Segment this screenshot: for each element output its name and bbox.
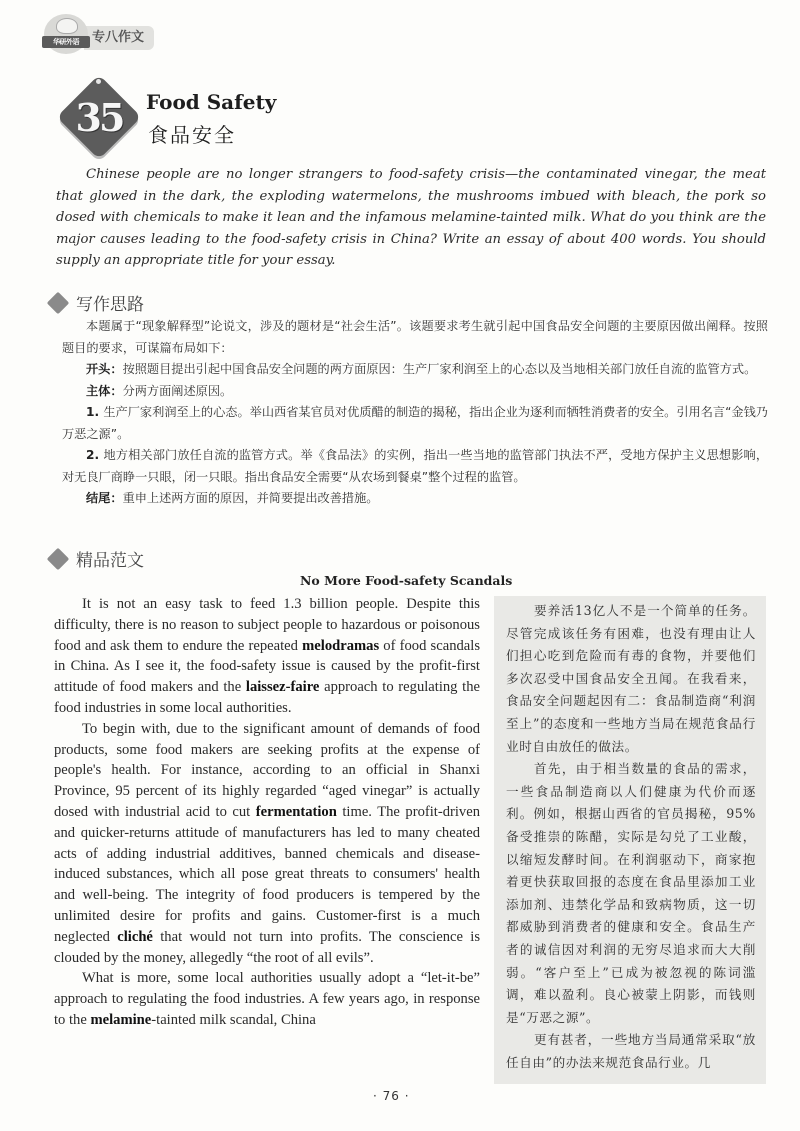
topic-number-badge	[55, 73, 143, 161]
essay-paragraph: To begin with, due to the significant amount of demands of food products, some food makers are seeking profits at the expense of people's health. For instance, according to an official in Shanxi Province, 95 percent of its highly regarded “aged vinegar” is actually dosed with industrial acid to cut fermentation time. The profit-driven and quicker-returns attitude of manufacturers has led to many cheated acts of adding industrial additives, banned chemicals and disease-induced substances, which all pose great threats to consumers' health and well-being. The integrity of food producers is tempered by the unlimited desire for profits and gains. Customer-first is a much neglected cliché that would not turn into profits. The conscience is clouded by the money, allegedly “the root of all evils”.	[54, 720, 481, 966]
diamond-bullet-icon	[47, 291, 70, 314]
writing-approach	[62, 316, 768, 510]
approach-item: 1. 生产厂家利润至上的心态。举山西省某官员对优质醋的制造的揭秘，指出企业为逐利而牺牲消费者的安全。引用名言“金钱乃万恶之源”。	[62, 405, 768, 441]
page-title-cn: 食品安全	[148, 123, 236, 147]
section-heading-label: 写作思路	[76, 295, 144, 315]
essay-translation-box	[494, 596, 766, 1084]
topic-number: 35	[75, 95, 123, 140]
translation-paragraph: 要养活13亿人不是一个简单的任务。尽管完成该任务有困难，也没有理由让人们担心吃到危险而有毒的食物，并要他们多次忍受中国食品安全丑闻。在我看来，食品安全问题起因有二：食品制造商“利润至上”的态度和一些地方当局在规范食品行业时自由放任的做法。	[506, 603, 756, 754]
essay-chinese	[506, 600, 756, 1074]
approach-item: 结尾：重申上述两方面的原因，并简要提出改善措施。	[86, 491, 379, 505]
essay-paragraph: What is more, some local authorities usually adopt a “let-it-be” approach to regulating the food industries. A few years ago, in response to the melamine-tainted milk scandal, China	[54, 970, 480, 1028]
translation-paragraph: 首先，由于相当数量的食品的需求，一些食品制造商以人们健康为代价而逐利。例如，根据山西省的官员揭秘，95%备受推崇的陈醋，实际是勾兑了工业酸，以缩短发酵时间。在利润驱动下，商家抱着更快获取回报的态度在食品里添加工业添加剂、违禁化学品和致病物质，这一切都威胁到消费者的健康和安全。食品生产者的诚信因对利润的无穷尽追求而大大削弱。“客户至上”已成为被忽视的陈词滥调，难以盈利。良心被蒙上阴影，而钱则是“万恶之源”。	[506, 761, 756, 1025]
approach-item: 开头：按照题目提出引起中国食品安全问题的两方面原因：生产厂家利润至上的心态以及当地相关部门放任自流的监管方式。	[86, 362, 757, 376]
translation-paragraph: 更有甚者，一些地方当局通常采取“放任自由”的办法来规范食品行业。几	[506, 1032, 756, 1070]
series-label: 专八作文	[84, 26, 154, 50]
essay-title: No More Food-safety Scandals	[300, 573, 513, 588]
frog-logo-icon	[44, 14, 88, 54]
section-heading-label: 精品范文	[76, 551, 144, 571]
section-heading-sample	[50, 546, 144, 571]
diamond-bullet-icon	[47, 547, 70, 570]
page-number: · 76 ·	[373, 1089, 410, 1103]
page-title-en: Food Safety	[146, 90, 277, 114]
approach-item: 主体：分两方面阐述原因。	[86, 383, 233, 398]
section-heading-approach	[50, 290, 144, 315]
approach-intro: 本题属于“现象解释型”论说文，涉及的题材是“社会生活”。该题要求考生就引起中国食品安全问题的主要原因做出阐释。按照题目的要求，可谋篇布局如下：	[62, 319, 768, 355]
logo-text: 华研外语	[42, 36, 90, 48]
approach-item: 2. 地方相关部门放任自流的监管方式。举《食品法》的实例，指出一些当地的监管部门执法不严，受地方保护主义思想影响，对无良厂商睁一只眼，闭一只眼。指出食品安全需要“从农场到餐桌”整个过程的监管。	[62, 448, 769, 484]
series-badge	[44, 24, 154, 52]
essay-prompt: Chinese people are no longer strangers to food-safety crisis—the contaminated vinegar, the meat that glowed in the dark, the exploding watermelons, the mushrooms imbued with bleach, the pork so dosed with chemicals to make it lean and the infamous melamine-tainted milk. What do you think are the major causes leading to the food-safety crisis in China? Write an essay of about 400 words. You should supply an appropriate title for your essay.	[56, 167, 766, 269]
essay-paragraph: It is not an easy task to feed 1.3 billion people. Despite this difficulty, there is no reason to subject people to hazardous or poisonous food and ask them to endure the repeated melodramas of food scandals in China. As I see it, the food-safety issue is caused by the profit-first attitude of food makers and the laissez-faire approach to regulating the food industries in some local authorities.	[54, 596, 481, 716]
essay-english	[54, 594, 480, 1031]
